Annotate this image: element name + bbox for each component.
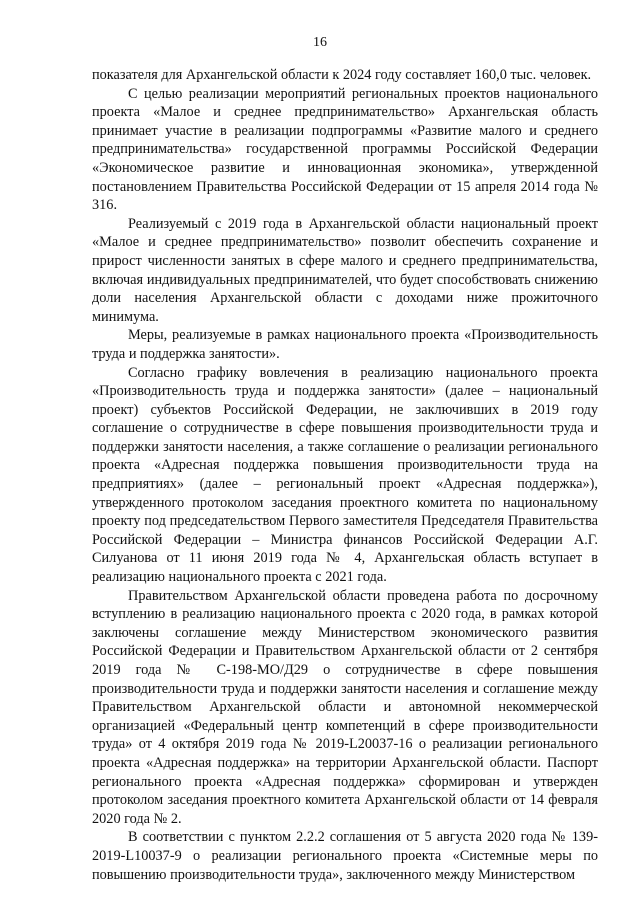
paragraph-1: показателя для Архангельской области к 2024 году составляет 160,0 тыс. человек. — [92, 67, 592, 83]
paragraph-7: В соответствии с пунктом 2.2.2 соглашения от 5 августа 2020 года № 139-2019-L10037-9 о реализации регионального проекта «Системные меры по повышению производительности труда», заключенного между Министерством — [92, 829, 598, 883]
paragraph-6: Правительством Архангельской области проведена работа по досрочному вступлению в реализацию национального проекта с 2020 года, в рамках которой заключены соглашение между Министерством экономического развития Российской Федерации и Правительством Архангельской области от 2 сентября 2019 года № С-198-МО/Д29 о сотрудничестве в сфере повышения производительности труда и поддержки занятости населения и соглашение между Правительством Архангельской области и автономной некоммерческой организацией «Федеральный центр компетенций в сфере производительности труда» от 4 октября 2019 года № 2019-L20037-16 о реализации регионального проекта «Адресная поддержка» на территории Архангельской области. Паспорт регионального проекта «Адресная поддержка» сформирован и утвержден протоколом заседания проектного комитета Архангельской области от 14 февраля 2020 года № 2. — [92, 587, 598, 827]
page-body — [92, 66, 598, 884]
page-number: 16 — [313, 35, 327, 50]
paragraph-2: С целью реализации мероприятий региональных проектов национального проекта «Малое и среднее предпринимательство» Архангельская область принимает участие в реализации подпрограммы «Развитие малого и среднего предпринимательства» государственной программы Российской Федерации «Экономическое развитие и инновационная экономика», утвержденной постановлением Правительства Российской Федерации от 15 апреля 2014 года № 316. — [92, 85, 598, 214]
paragraph-5: Согласно графику вовлечения в реализацию национального проекта «Производительность труда и поддержка занятости» (далее – национальный проект) субъектов Российской Федерации, не заключивших в 2019 году соглашение о сотрудничестве в сфере повышения производительности труда и поддержки занятости населения, а также соглашение о реализации регионального проекта «Адресная поддержка повышения производительности труда на предприятиях» (далее – региональный проект «Адресная поддержка»), утвержденного протоколом заседания проектного комитета по национальному проекту под председательством Первого заместителя Председателя Правительства Российской Федерации – Министра финансов Российской Федерации А.Г. Силуанова от 11 июня 2019 года № 4, Архангельская область вступает в реализацию национального проекта с 2021 года. — [92, 364, 598, 586]
paragraph-3: Реализуемый с 2019 года в Архангельской области национальный проект «Малое и среднее предпринимательство» позволит обеспечить сохранение и прирост численности занятых в сфере малого и среднего предпринимательства, включая индивидуальных предпринимателей, что будет способствовать снижению доли населения Архангельской области с доходами ниже прожиточного минимума. — [92, 215, 598, 325]
paragraph-4: Меры, реализуемые в рамках национального проекта «Производительность труда и поддержка занятости». — [92, 327, 598, 362]
